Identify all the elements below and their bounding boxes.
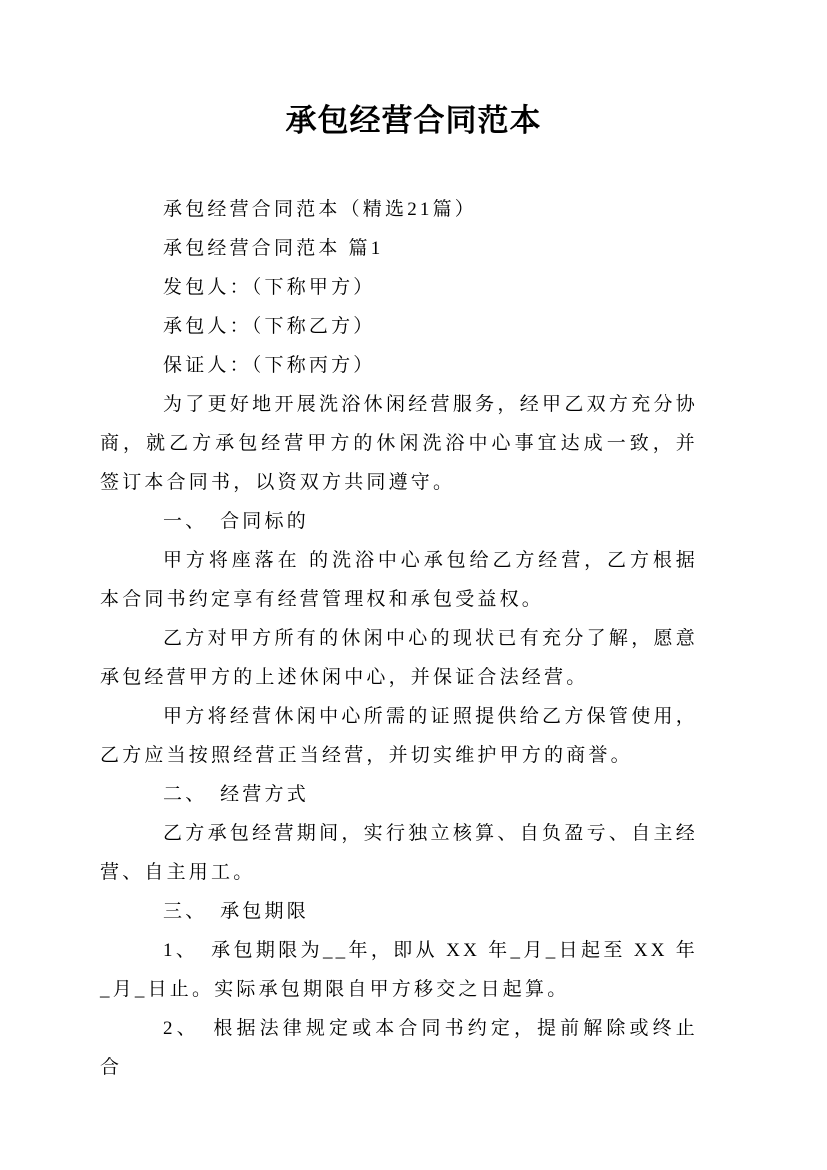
paragraph: 乙方对甲方所有的休闲中心的现状已有充分了解，愿意承包经营甲方的上述休闲中心，并保证合法经营。 bbox=[100, 628, 698, 688]
paragraph: 2、 根据法律规定或本合同书约定，提前解除或终止合 bbox=[100, 1018, 698, 1078]
paragraph: 为了更好地开展洗浴休闲经营服务，经甲乙双方充分协商，就乙方承包经营甲方的休闲洗浴中心事宜达成一致，并签订本合同书，以资双方共同遵守。 bbox=[100, 394, 698, 493]
paragraph: 保证人：（下称丙方） bbox=[163, 355, 376, 376]
paragraph: 三、 承包期限 bbox=[163, 901, 309, 922]
paragraph: 乙方承包经营期间，实行独立核算、自负盈亏、自主经营、自主用工。 bbox=[100, 823, 698, 883]
paragraph: 承包经营合同范本 篇1 bbox=[163, 238, 384, 259]
paragraph: 1、 承包期限为__年，即从 XX 年_月_日起至 XX 年_月_日止。实际承包期限自甲方移交之日起算。 bbox=[100, 940, 698, 1000]
paragraph: 承包经营合同范本（精选21篇） bbox=[163, 199, 478, 220]
paragraph: 发包人：（下称甲方） bbox=[163, 277, 376, 298]
paragraph: 承包人：（下称乙方） bbox=[163, 316, 376, 337]
document-body bbox=[100, 190, 698, 1087]
paragraph: 一、 合同标的 bbox=[163, 511, 309, 532]
paragraph: 甲方将座落在 的洗浴中心承包给乙方经营，乙方根据本合同书约定享有经营管理权和承包受益权。 bbox=[100, 550, 698, 610]
paragraph: 甲方将经营休闲中心所需的证照提供给乙方保管使用，乙方应当按照经营正当经营，并切实维护甲方的商誉。 bbox=[100, 706, 698, 766]
document-title: 承包经营合同范本 bbox=[285, 103, 542, 138]
paragraph: 二、 经营方式 bbox=[163, 784, 309, 805]
